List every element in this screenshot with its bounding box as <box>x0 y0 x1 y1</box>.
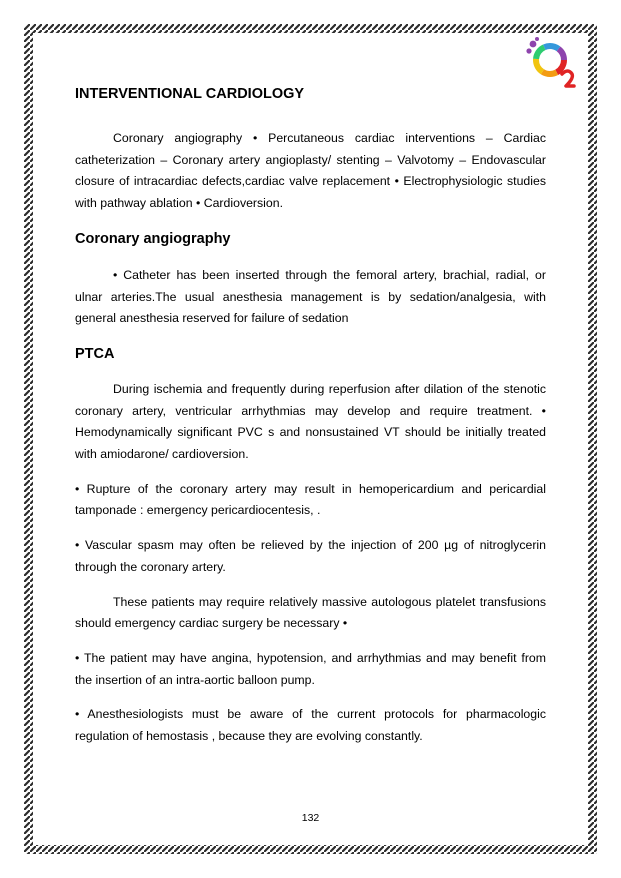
intro-paragraph: Coronary angiography • Percutaneous cardiac interventions – Cardiac catheterization – Coronary artery angioplasty/ stenting – Valvotomy – Endovascular closure of intracardiac defects,cardiac valve replacement • Electrophysiologic studies with pathway ablation • Cardioversion. <box>75 131 546 211</box>
page-number: 132 <box>301 812 320 824</box>
border-bottom <box>24 845 597 854</box>
ptca-paragraph-1: During ischemia and frequently during reperfusion after dilation of the stenotic coronary artery, ventricular arrhythmias may develop and require treatment. • Hemodynamically significant PVC s and nonsustained VT should be initially treated with amiodarone/ cardioversion. <box>75 381 546 462</box>
border-left <box>24 24 33 854</box>
ptca-paragraph-2: • Rupture of the coronary artery may result in hemopericardium and pericardial tamponade : emergency pericardiocentesis, . <box>75 481 546 518</box>
ptca-paragraph-6: • Anesthesiologists must be aware of the current protocols for pharmacologic regulation of hemostasis , because they are evolving constantly. <box>75 707 546 744</box>
section-heading-coronary-angiography: Coronary angiography <box>75 230 231 247</box>
page-content <box>75 84 546 748</box>
section-heading-ptca: PTCA <box>75 345 115 362</box>
border-top <box>24 24 597 33</box>
coronary-angiography-paragraph: • Catheter has been inserted through the femoral artery, brachial, radial, or ulnar arteries.The usual anesthesia management is by sedation/analgesia, with general anesthesia reserved for failure of sedation <box>75 267 546 326</box>
ptca-paragraph-4: These patients may require relatively massive autologous platelet transfusions should emergency cardiac surgery be necessary • <box>75 594 546 631</box>
border-right <box>588 24 597 854</box>
o2-logo-icon <box>524 36 578 90</box>
page-title: INTERVENTIONAL CARDIOLOGY <box>75 86 305 102</box>
ptca-paragraph-5: • The patient may have angina, hypotension, and arrhythmias and may benefit from the insertion of an intra-aortic balloon pump. <box>75 650 546 687</box>
ptca-paragraph-3: • Vascular spasm may often be relieved by the injection of 200 µg of nitroglycerin through the coronary artery. <box>75 538 546 574</box>
